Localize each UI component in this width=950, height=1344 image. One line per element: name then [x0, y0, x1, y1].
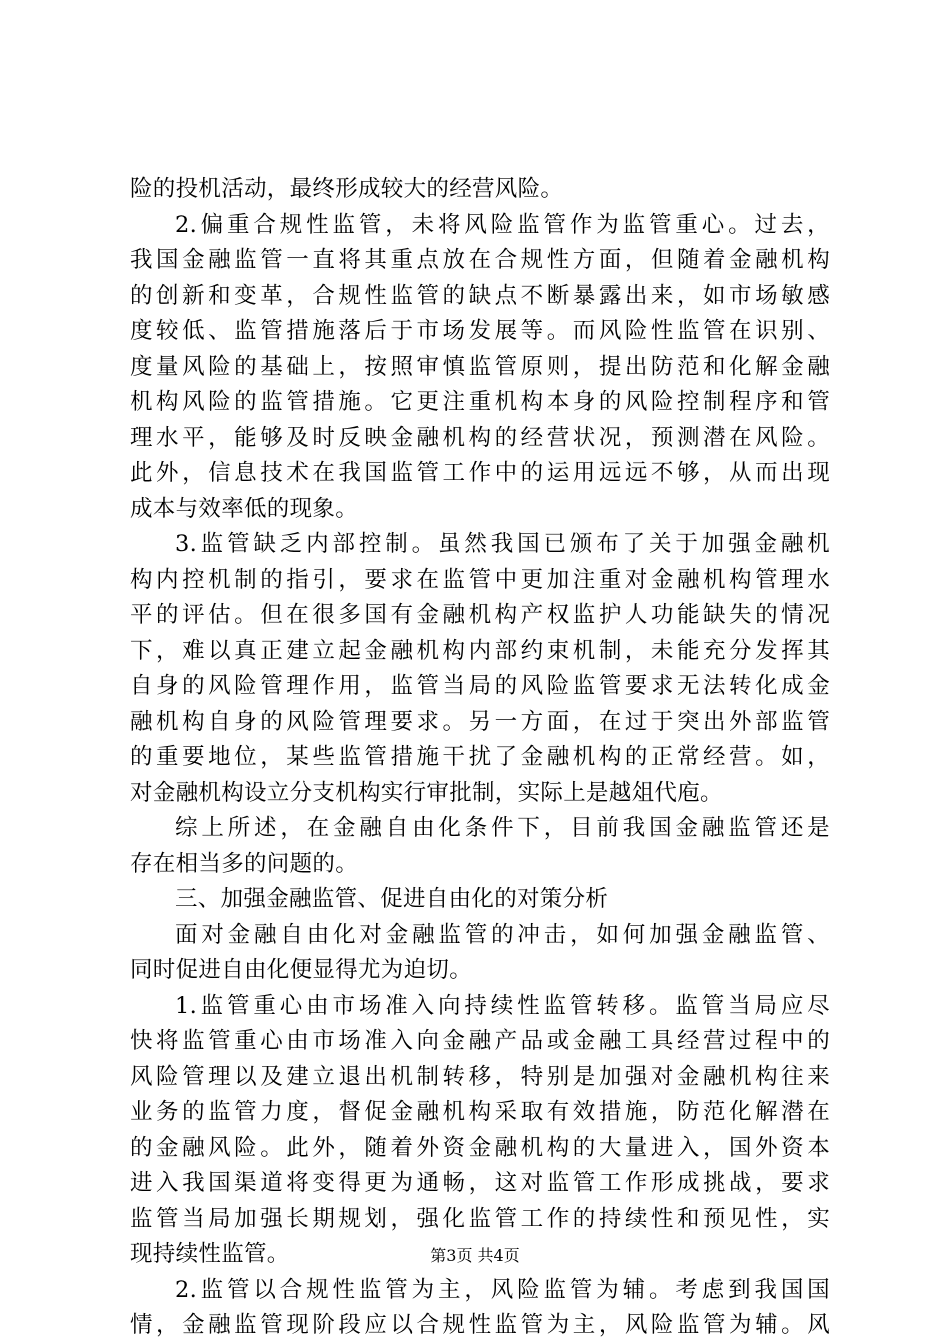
- text-line: 业务的监管力度，督促金融机构采取有效措施，防范化解潜在: [130, 1099, 830, 1125]
- text-line: 的创新和变革，合规性监管的缺点不断暴露出来，如市场敏感: [130, 282, 830, 309]
- text-line: 度量风险的基础上，按照审慎监管原则，提出防范和化解金融: [130, 353, 830, 380]
- text-line: 成本与效率低的现象。: [130, 495, 359, 522]
- text-line: 险的投机活动，最终形成较大的经营风险。: [130, 176, 564, 202]
- text-line: 理水平，能够及时反映金融机构的经营状况，预测潜在风险。: [130, 424, 830, 451]
- text-line: 同时促进自由化便显得尤为迫切。: [130, 957, 473, 983]
- text-line: 面对金融自由化对金融监管的冲击，如何加强金融监管、: [175, 921, 830, 948]
- text-line: 度较低、监管措施落后于市场发展等。而风险性监管在识别、: [130, 318, 830, 344]
- text-line: 此外，信息技术在我国监管工作中的运用远远不够，从而出现: [130, 460, 830, 486]
- text-line: 我国金融监管一直将其重点放在合规性方面，但随着金融机构: [130, 247, 830, 273]
- text-line: 构内控机制的指引，要求在监管中更加注重对金融机构管理水: [130, 566, 830, 593]
- text-line: 自身的风险管理作用，监管当局的风险监管要求无法转化成金: [130, 673, 830, 699]
- page-number-footer: 第3页 共4页: [430, 1246, 520, 1265]
- section-heading: 三、加强金融监管、促进自由化的对策分析: [175, 886, 609, 912]
- text-line: 2.偏重合规性监管，未将风险监管作为监管重心。过去，: [175, 211, 830, 238]
- text-line: 平的评估。但在很多国有金融机构产权监护人功能缺失的情况: [130, 602, 830, 628]
- text-line: 情，金融监管现阶段应以合规性监管为主，风险监管为辅。风: [130, 1312, 830, 1338]
- text-line: 3.监管缺乏内部控制。虽然我国已颁布了关于加强金融机: [175, 531, 830, 557]
- text-line: 2.监管以合规性监管为主，风险监管为辅。考虑到我国国: [175, 1276, 830, 1303]
- text-line: 的重要地位，某些监管措施干扰了金融机构的正常经营。如，: [130, 744, 830, 770]
- document-body: [130, 172, 830, 1344]
- text-line: 进入我国渠道将变得更为通畅，这对监管工作形成挑战，要求: [130, 1170, 830, 1196]
- text-line: 对金融机构设立分支机构实行审批制，实际上是越俎代庖。: [130, 779, 723, 806]
- text-line: 现持续性监管。: [130, 1241, 290, 1267]
- text-line: 快将监管重心由市场准入向金融产品或金融工具经营过程中的: [130, 1028, 830, 1054]
- text-line: 机构风险的监管措施。它更注重机构本身的风险控制程序和管: [130, 389, 830, 415]
- text-line: 下，难以真正建立起金融机构内部约束机制，未能充分发挥其: [130, 637, 830, 664]
- text-line: 存在相当多的问题的。: [130, 850, 359, 877]
- text-line: 风险管理以及建立退出机制转移，特别是加强对金融机构往来: [130, 1063, 830, 1090]
- text-line: 综上所述，在金融自由化条件下，目前我国金融监管还是: [175, 815, 830, 841]
- text-line: 监管当局加强长期规划，强化监管工作的持续性和预见性，实: [130, 1205, 830, 1232]
- text-line: 1.监管重心由市场准入向持续性监管转移。监管当局应尽: [175, 992, 830, 1019]
- text-line: 融机构自身的风险管理要求。另一方面，在过于突出外部监管: [130, 708, 830, 735]
- text-line: 的金融风险。此外，随着外资金融机构的大量进入，国外资本: [130, 1134, 830, 1161]
